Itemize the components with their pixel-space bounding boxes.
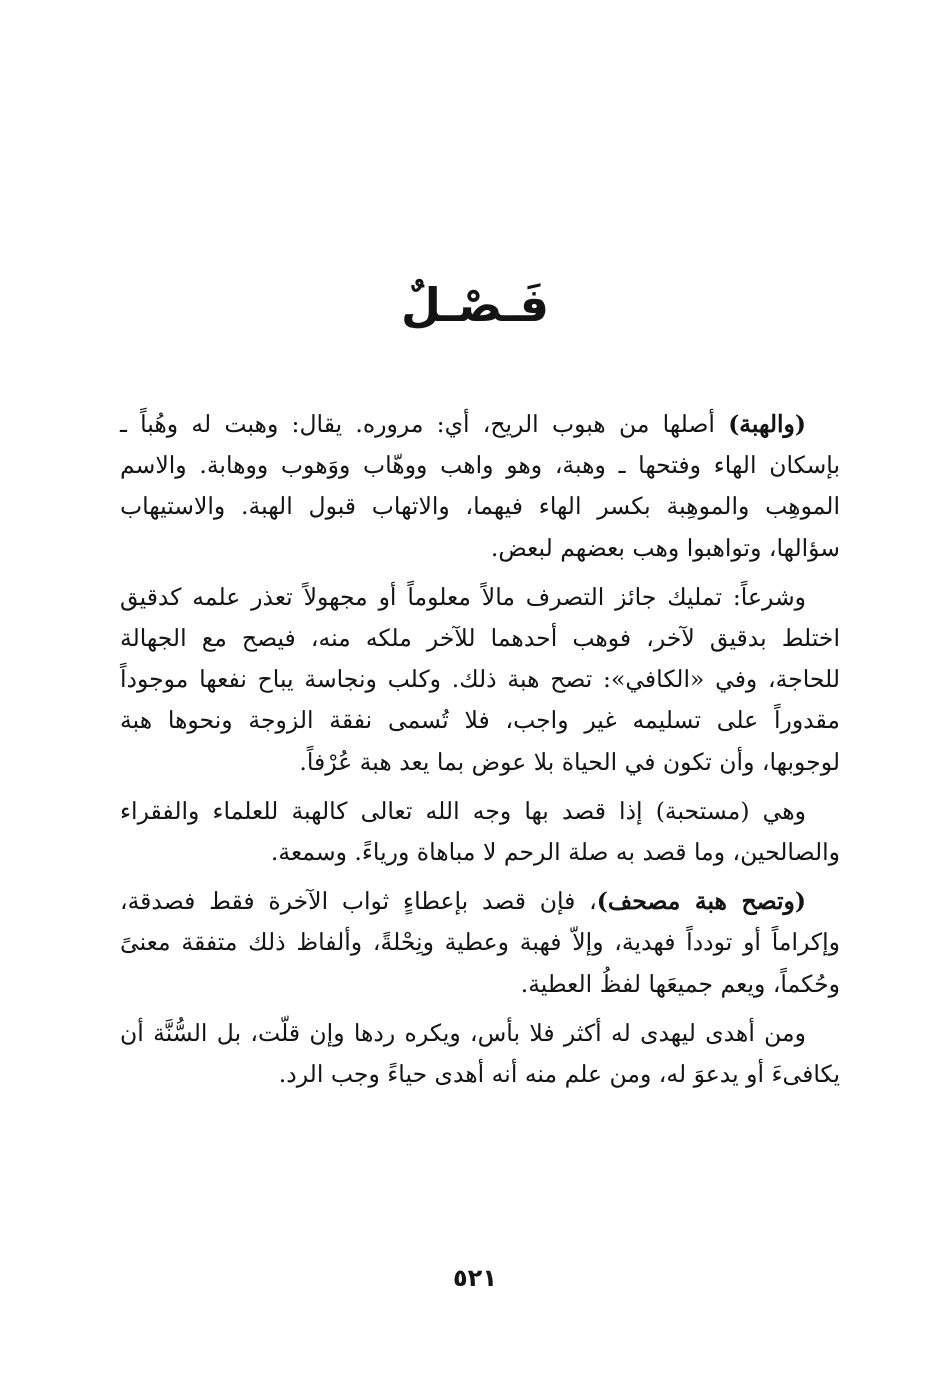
paragraph-text: ومن أهدى ليهدى له أكثر فلا بأس، ويكره ردها وإن قلّت، بل السُّنَّة أن يكافىءَ أو يدعوَ له، ومن علم منه أنه أهدى حياءً وجب الرد. xyxy=(120,1018,840,1089)
paragraph-text: وشرعاً: تمليك جائز التصرف مالاً معلوماً أو مجهولاً تعذر علمه كدقيق اختلط بدقيق لآخر، فوهب أحدهما للآخر ملكه منه، فيصح مع الجهالة للحاجة، وفي «الكافي»: تصح هبة ذلك. وكلب ونجاسة يباح نفعها موجوداً مقدوراً على تسليمه غير واجب، فلا تُسمى نفقة الزوجة ونحوها هبة لوجوبها، وأن تكون في الحياة بلا عوض بما يعد هبة عُرْفاً. xyxy=(120,582,840,776)
paragraph-term: (وتصح هبة مصحف) xyxy=(596,887,806,916)
page-number: ٥٢١ xyxy=(453,1264,497,1292)
paragraph-text: أصلها من هبوب الريح، أي: مروره. يقال: وهبت له وهُباً ـ بإسكان الهاء وفتحها ـ وهبة، وهو واهب ووهّاب ووَهوب ووهابة. والاسم الموهِب والموهِبة بكسر الهاء فيهما، والاتهاب قبول الهبة. والاستيهاب سؤالها، وتواهبوا وهب بعضهم لبعض. xyxy=(120,410,840,562)
paragraph-text: ، فإن قصد بإعطاءٍ ثواب الآخرة فقط فصدقة، وإكراماً أو تودداً فهدية، وإلاّ فهبة وعطية ونِحْلةً، وألفاظ ذلك متفقة معنىً وحُكماً، ويعم جميعَها لفظُ العطية. xyxy=(120,887,840,998)
paragraph-term: (والهبة) xyxy=(728,410,806,438)
paragraph-hiba-definition xyxy=(120,404,840,569)
paragraph-sharan xyxy=(120,577,840,783)
paragraph-text: وهي (مستحبة) إذا قصد بها وجه الله تعالى كالهبة للعلماء والفقراء والصالحين، وما قصد به صلة الرحم لا مباهاة ورياءً. وسمعة. xyxy=(120,796,840,867)
chapter-heading: فَـصْـلٌ xyxy=(401,278,549,332)
paragraph-mushaf xyxy=(120,881,840,1005)
body-text xyxy=(120,404,840,1103)
paragraph-ahda xyxy=(120,1013,840,1095)
paragraph-mustahabba xyxy=(120,791,840,873)
